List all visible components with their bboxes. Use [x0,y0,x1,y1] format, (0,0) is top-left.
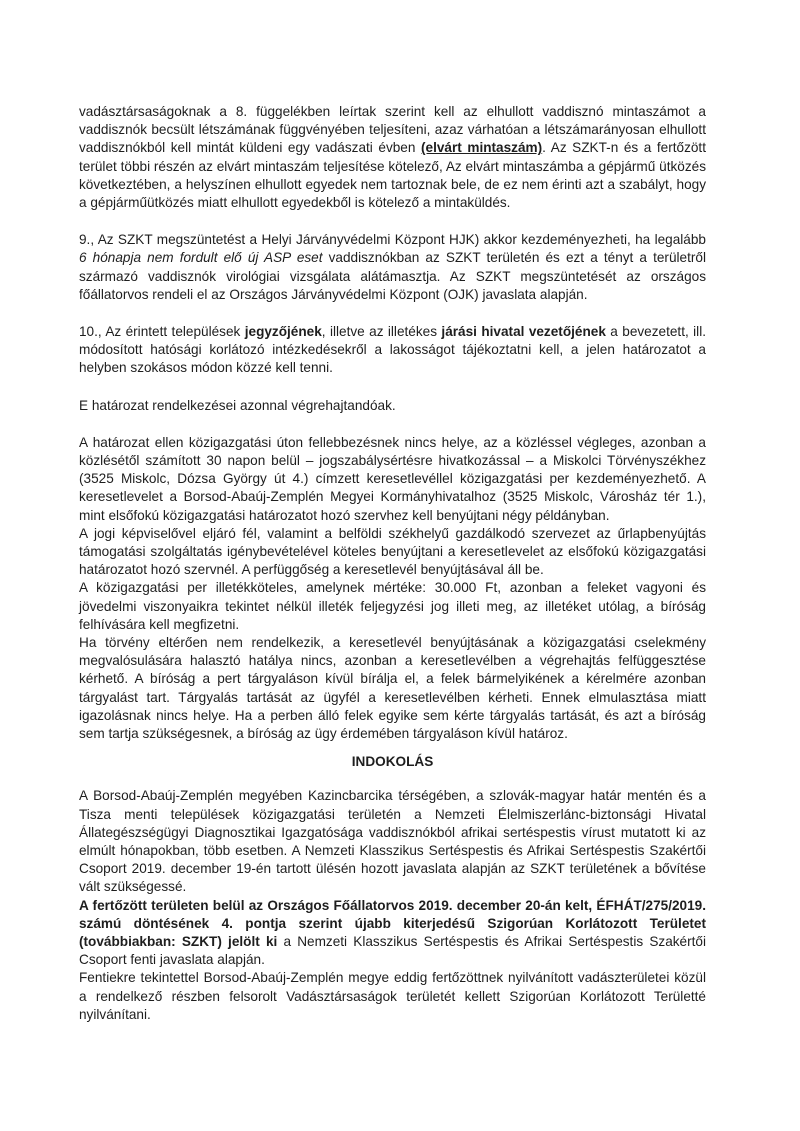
appeal-paragraph-4: Ha törvény eltérően nem rendelkezik, a keresetlevél benyújtásának a közigazgatási cselekmény megvalósulására halasztó hatálya nincs, azonban a keresetlevélben a végrehajtás felfüggesztése kérhető. A bíróság a pert tárgyaláson kívül bírálja el, a felek bármelyikének a kérelmére azonban tárgyalást tart. Tárgyalás tartását az ügyfél a keresetlevélben kérheti. Ennek elmulasztása miatt igazolásnak nincs helye. Ha a perben álló felek egyike sem kérte tárgyalás tartását, és azt a bíróság sem tartja szükségesnek, a bíróság az ügy érdemében tárgyaláson kívül határoz. [79,635,706,742]
appeal-paragraph-2: A jogi képviselővel eljáró fél, valamint a belföldi székhelyű gazdálkodó szervezet az űrlapbenyújtás támogatási szolgáltatás igénybevételével köteles benyújtani a keresetlevelet az elsőfokú közigazgatási határozatot hozó szervnél. A perfüggőség a keresetlevél benyújtásával áll be. [79,525,706,578]
notary-term: jegyzőjének [244,324,322,340]
szkt-designation-statement: A fertőzött területen belül az Országos Főállatorvos 2019. december 20-án kelt, ÉFHÁT/275/2019. számú döntésének 4. pontja szerint újabb kiterjedésű Szigorúan Korlátozott Területet (továbbiakban: SZKT) jelölt ki [79,897,706,949]
reasoning-paragraph-3: Fentiekre tekintettel Borsod-Abaúj-Zemplén megye eddig fertőzöttnek nyilvánított vadászterületei közül a rendelkező részben felsorolt Vadásztársaságok területét kellett Szigorúan Korlátozott Területté nyilvánítani. [79,970,706,1022]
expected-sample-count-term: (elvárt mintaszám) [421,140,543,156]
appeal-paragraph-3: A közigazgatási per illetékköteles, amelynek mértéke: 30.000 Ft, azonban a feleket vagyoni és jövedelmi viszonyaikra tekintet nélkül illeték feljegyzési jog illeti meg, az illetéket utólag, a bíróság felhívására kell megfizetni. [79,580,706,632]
reasoning-paragraph-1: A Borsod-Abaúj-Zemplén megyében Kazincbarcika térségében, a szlovák-magyar határ mentén és a Tisza menti települések közigazgatási területén a Nemzeti Élelmiszerlánc-biztonsági Hivatal Állategészségügyi Diagnosztikai Igazgatósága vaddisznókból afrikai sertéspestis vírust mutatott ki az elmúlt hónapokban, több esetben. A Nemzeti Klasszikus Sertéspestis és Afrikai Sertéspestis Szakértői Csoport 2019. december 19-én tartott ülésén hozott javaslata alapján az SZKT területének a bővítése vált szükségessé. [79,788,706,895]
immediate-execution-paragraph: E határozat rendelkezései azonnal végrehajtandóak. [79,397,396,413]
reasoning-paragraph-2: A fertőzött területen belül az Országos Főállatorvos 2019. december 20-án kelt, ÉFHÁT/275/2019. számú döntésének 4. pontja szerint újabb kiterjedésű Szigorúan Korlátozott Területet (továbbiakban: SZKT) jelölt ki a Nemzeti Klasszikus Sertéspestis és Afrikai Sertéspestis Szakértői Csoport fenti javaslata alapján. [79,897,706,968]
document-body [79,103,706,1024]
paragraph-9: 9., Az SZKT megszüntetést a Helyi Járványvédelmi Központ HJK) akkor kezdeményezheti, ha legalább 6 hónapja nem fordult elő új ASP eset vaddisznókban az SZKT területén és ezt a tényt a területről származó vaddisznók virológiai vizsgálata alátámasztja. Az SZKT megszüntetését az országos főállatorvos rendeli el az Országos Járványvédelmi Központ (OJK) javaslata alapján. [79,232,706,302]
six-months-condition: 6 hónapja nem fordult elő új ASP eset [79,250,323,266]
paragraph-8-continued: vadásztársaságoknak a 8. függelékben leírtak szerint kell az elhullott vaddisznó mintaszámot a vaddisznók becsült létszámának függvényében teljesíteni, azaz várhatóan a létszámarányosan elhullott vaddisznókból kell mintát küldeni egy vadászati évben (elvárt mintaszám). Az SZKT-n és a fertőzött terület többi részén az elvárt mintaszám teljesítése kötelező, Az elvárt mintaszámba a gépjármű ütközés következtében, a helyszínen elhullott egyedek nem tartoznak bele, de ez nem érinti azt a szabályt, hogy a gépjárműütközés miatt elhullott egyedekből is kötelező a mintaküldés. [79,104,706,211]
paragraph-10: 10., Az érintett települések jegyzőjének, illetve az illetékes járási hivatal vezetőjének a bevezetett, ill. módosított hatósági korlátozó intézkedésekről a lakosságot tájékoztatni kell, a jelen határozatot a helyben szokásos módon közzé kell tenni. [79,324,706,376]
section-heading-reasoning: INDOKOLÁS [351,754,434,770]
appeal-paragraph-1: A határozat ellen közigazgatási úton fellebbezésnek nincs helye, az a közléssel végleges, azonban a közlésétől számított 30 napon belül – jogszabálysértésre hivatkozással – a Miskolci Törvényszékhez (3525 Miskolc, Dózsa György út 4.) címzett keresetlevéllel közigazgatási per kezdeményezhető. A keresetlevelet a Borsod-Abaúj-Zemplén Megyei Kormányhivatalhoz (3525 Miskolc, Városház tér 1.), mint elsőfokú közigazgatási határozatot hozó szervhez kell benyújtani négy példányban. [79,434,706,523]
district-office-head-term: járási hivatal vezetőjének [441,324,606,340]
